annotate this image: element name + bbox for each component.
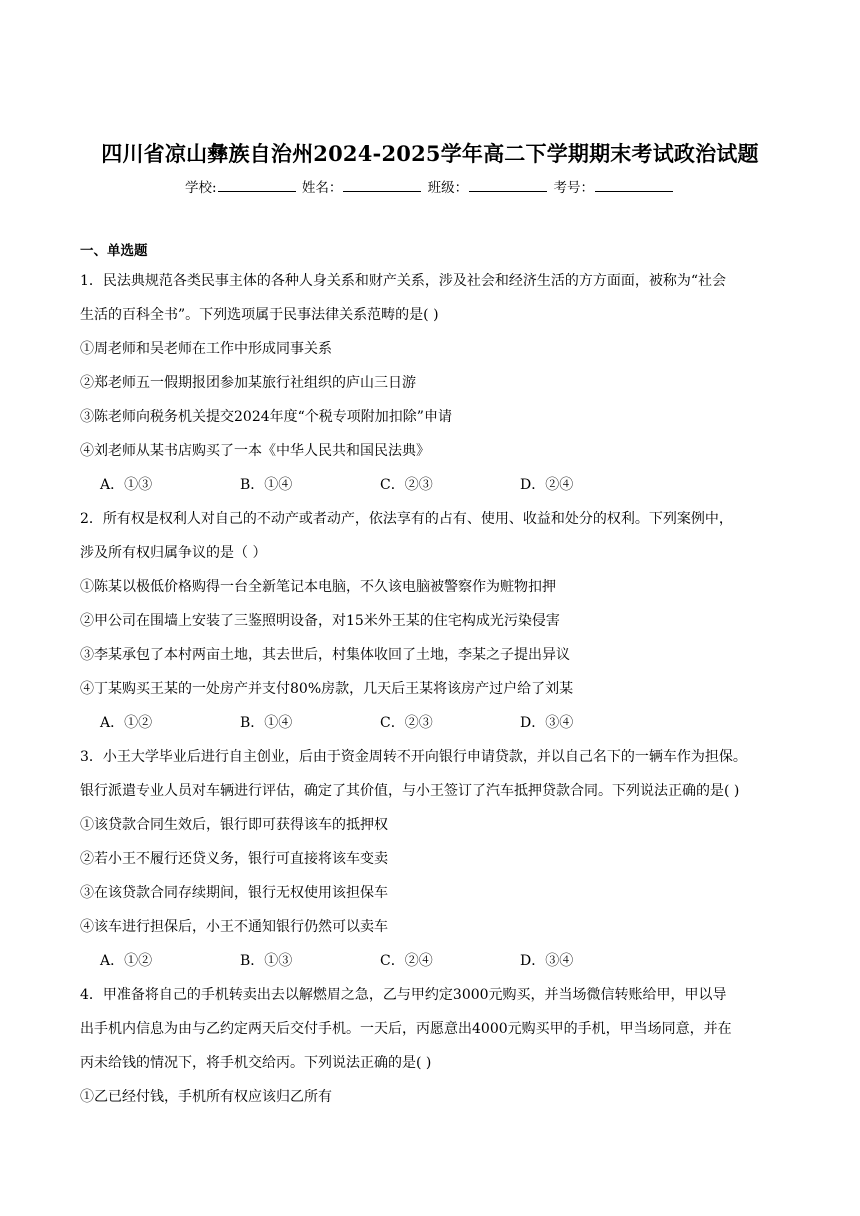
question-line: 4．甲准备将自己的手机转卖出去以解燃眉之急，乙与甲约定3000元购买，并当场微信转账给甲，甲以导 xyxy=(80,987,727,1003)
option-c[interactable]: C．②③ xyxy=(380,477,433,493)
section-heading: 一、单选题 xyxy=(80,243,148,259)
option-a[interactable]: A．①② xyxy=(100,953,153,969)
class-blank[interactable] xyxy=(469,179,547,192)
statement-line: ①陈某以极低价格购得一台全新笔记本电脑，不久该电脑被警察作为赃物扣押 xyxy=(80,579,556,595)
option-a[interactable]: A．①③ xyxy=(100,477,153,493)
statement-line: ①周老师和吴老师在工作中形成同事关系 xyxy=(80,341,332,357)
option-c[interactable]: C．②③ xyxy=(380,715,433,731)
statement-line: ③陈老师向税务机关提交2024年度“个税专项附加扣除”申请 xyxy=(80,409,452,425)
option-d[interactable]: D．③④ xyxy=(520,953,574,969)
info-label-class: 班级： xyxy=(427,180,469,196)
questions-container xyxy=(80,240,780,1114)
exam-title: 四川省凉山彝族自治州2024-2025学年高二下学期期末考试政治试题 xyxy=(101,141,759,166)
question-line: 涉及所有权归属争议的是（ ） xyxy=(80,545,267,561)
question-4 xyxy=(80,978,780,1114)
answer-options xyxy=(80,706,780,740)
statement-line: ③李某承包了本村两亩土地，其去世后，村集体收回了土地，李某之子提出异议 xyxy=(80,647,570,663)
question-line: 出手机内信息为由与乙约定两天后交付手机。一天后，丙愿意出4000元购买甲的手机，甲当场同意，并在 xyxy=(80,1021,732,1037)
statement-line: ④该车进行担保后，小王不通知银行仍然可以卖车 xyxy=(80,919,388,935)
statement-line: ②甲公司在围墙上安装了三鉴照明设备，对15米外王某的住宅构成光污染侵害 xyxy=(80,613,560,629)
question-line: 生活的百科全书”。下列选项属于民事法律关系范畴的是( ) xyxy=(80,307,439,323)
statement-line: ④丁某购买王某的一处房产并支付80%房款，几天后王某将该房产过户给了刘某 xyxy=(80,681,574,697)
option-b[interactable]: B．①④ xyxy=(240,477,293,493)
option-b[interactable]: B．①④ xyxy=(240,715,293,731)
question-2 xyxy=(80,502,780,740)
exam-number-blank[interactable] xyxy=(595,179,673,192)
statement-line: ③在该贷款合同存续期间，银行无权使用该担保车 xyxy=(80,885,388,901)
info-label-school: 学校: xyxy=(185,180,217,196)
statement-line: ④刘老师从某书店购买了一本《中华人民共和国民法典》 xyxy=(80,443,430,459)
option-d[interactable]: D．③④ xyxy=(520,715,574,731)
school-blank[interactable] xyxy=(218,179,296,192)
student-info-row xyxy=(0,176,860,196)
info-label-name: 姓名： xyxy=(301,180,343,196)
question-line: 丙未给钱的情况下，将手机交给丙。下列说法正确的是( ) xyxy=(80,1055,432,1071)
question-line: 银行派遣专业人员对车辆进行评估，确定了其价值，与小王签订了汽车抵押贷款合同。下列说法正确的是( ) xyxy=(80,783,740,799)
info-label-exam-number: 考号： xyxy=(553,180,594,196)
question-line: 2．所有权是权利人对自己的不动产或者动产，依法享有的占有、使用、收益和处分的权利。下列案例中， xyxy=(80,511,733,527)
question-line: 1．民法典规范各类民事主体的各种人身关系和财产关系，涉及社会和经济生活的方方面面，被称为“社会 xyxy=(80,273,727,289)
option-a[interactable]: A．①② xyxy=(100,715,153,731)
question-3 xyxy=(80,740,780,978)
answer-options xyxy=(80,944,780,978)
statement-line: ②郑老师五一假期报团参加某旅行社组织的庐山三日游 xyxy=(80,375,416,391)
option-b[interactable]: B．①③ xyxy=(240,953,293,969)
question-1 xyxy=(80,264,780,502)
statement-line: ①该贷款合同生效后，银行即可获得该车的抵押权 xyxy=(80,817,388,833)
statement-line: ②若小王不履行还贷义务，银行可直接将该车变卖 xyxy=(80,851,388,867)
option-c[interactable]: C．②④ xyxy=(380,953,433,969)
statement-line: ①乙已经付钱，手机所有权应该归乙所有 xyxy=(80,1089,332,1105)
answer-options xyxy=(80,468,780,502)
question-line: 3．小王大学毕业后进行自主创业，后由于资金周转不开向银行申请贷款，并以自己名下的一辆车作为担保。 xyxy=(80,749,747,765)
name-blank[interactable] xyxy=(343,179,421,192)
option-d[interactable]: D．②④ xyxy=(520,477,574,493)
